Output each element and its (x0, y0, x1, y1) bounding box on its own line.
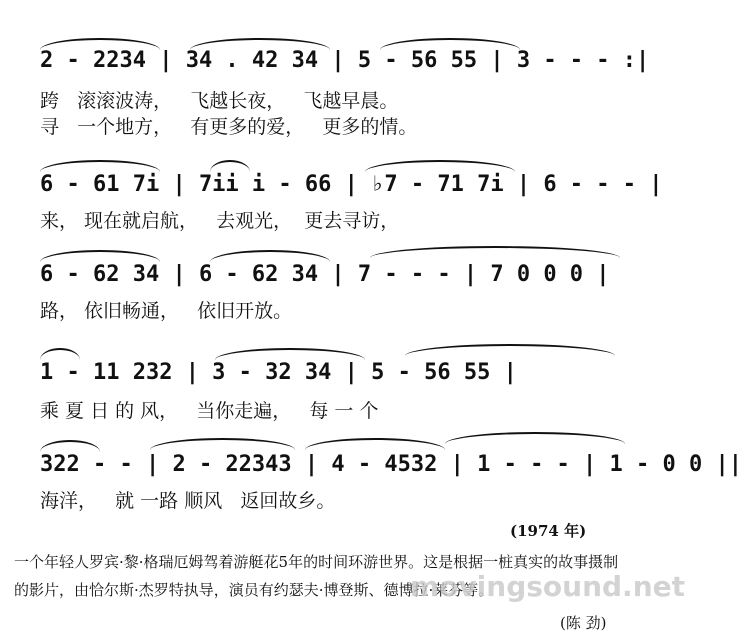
score-row-5-notes: 322 - - | 2 - 22343 | 4 - 4532 | 1 - - - | 1 - 0 0 || (40, 452, 742, 477)
film-description: 一个年轻人罗宾·黎·格瑞厄姆驾着游艇花5年的时间环游世界。这是根据一桩真实的故事摄制的影片，由恰尔斯·杰罗特执导，演员有约瑟夫·博登斯、德博拉·莱芬等。 (14, 553, 619, 599)
score-row-2-lyrics-1: 来， 现在就启航， 去观光， 更去寻访， (40, 210, 400, 232)
score-row-1-notes: 2 - 2234 | 34 . 42 34 | 5 - 56 55 | 3 - - - :| (40, 48, 650, 73)
watermark: movingsound.net (410, 570, 685, 603)
slur (40, 250, 160, 262)
score-row-4-lyrics-1: 乘 夏 日 的 风， 当你走遍， 每 一 个 (40, 400, 379, 422)
slur (210, 250, 330, 262)
slur (380, 38, 520, 50)
slur (150, 438, 295, 450)
slur (40, 348, 80, 360)
score-row-3-notes: 6 - 62 34 | 6 - 62 34 | 7 - - - | 7 0 0 0 | (40, 262, 610, 287)
slur (40, 160, 160, 172)
slur (40, 440, 100, 452)
year-label: (1974 年) (510, 522, 587, 540)
slur (445, 432, 625, 444)
slur (190, 38, 330, 50)
slur (365, 160, 515, 172)
slur (370, 246, 620, 258)
score-row-1-lyrics-1: 跨 滚滚波涛， 飞越长夜， 飞越早晨。 (40, 90, 399, 112)
credit: (陈 劲) (560, 614, 607, 632)
score-row-5-lyrics-1: 海洋， 就 一路 顺风 返回故乡。 (40, 490, 336, 512)
slur (210, 160, 250, 172)
score-row-3-lyrics-1: 路， 依旧畅通， 依旧开放。 (40, 300, 293, 322)
score-row-1-lyrics-2: 寻 一个地方， 有更多的爱， 更多的情。 (40, 116, 418, 138)
slur (40, 38, 160, 50)
slur (305, 438, 445, 450)
slur (215, 348, 365, 360)
slur (405, 344, 615, 356)
score-row-2-notes: 6 - 61 7i | 7ii i - 66 | ♭7 - 71 7i | 6 - - - | (40, 172, 663, 197)
score-row-4-notes: 1 - 11 232 | 3 - 32 34 | 5 - 56 55 | (40, 360, 517, 385)
